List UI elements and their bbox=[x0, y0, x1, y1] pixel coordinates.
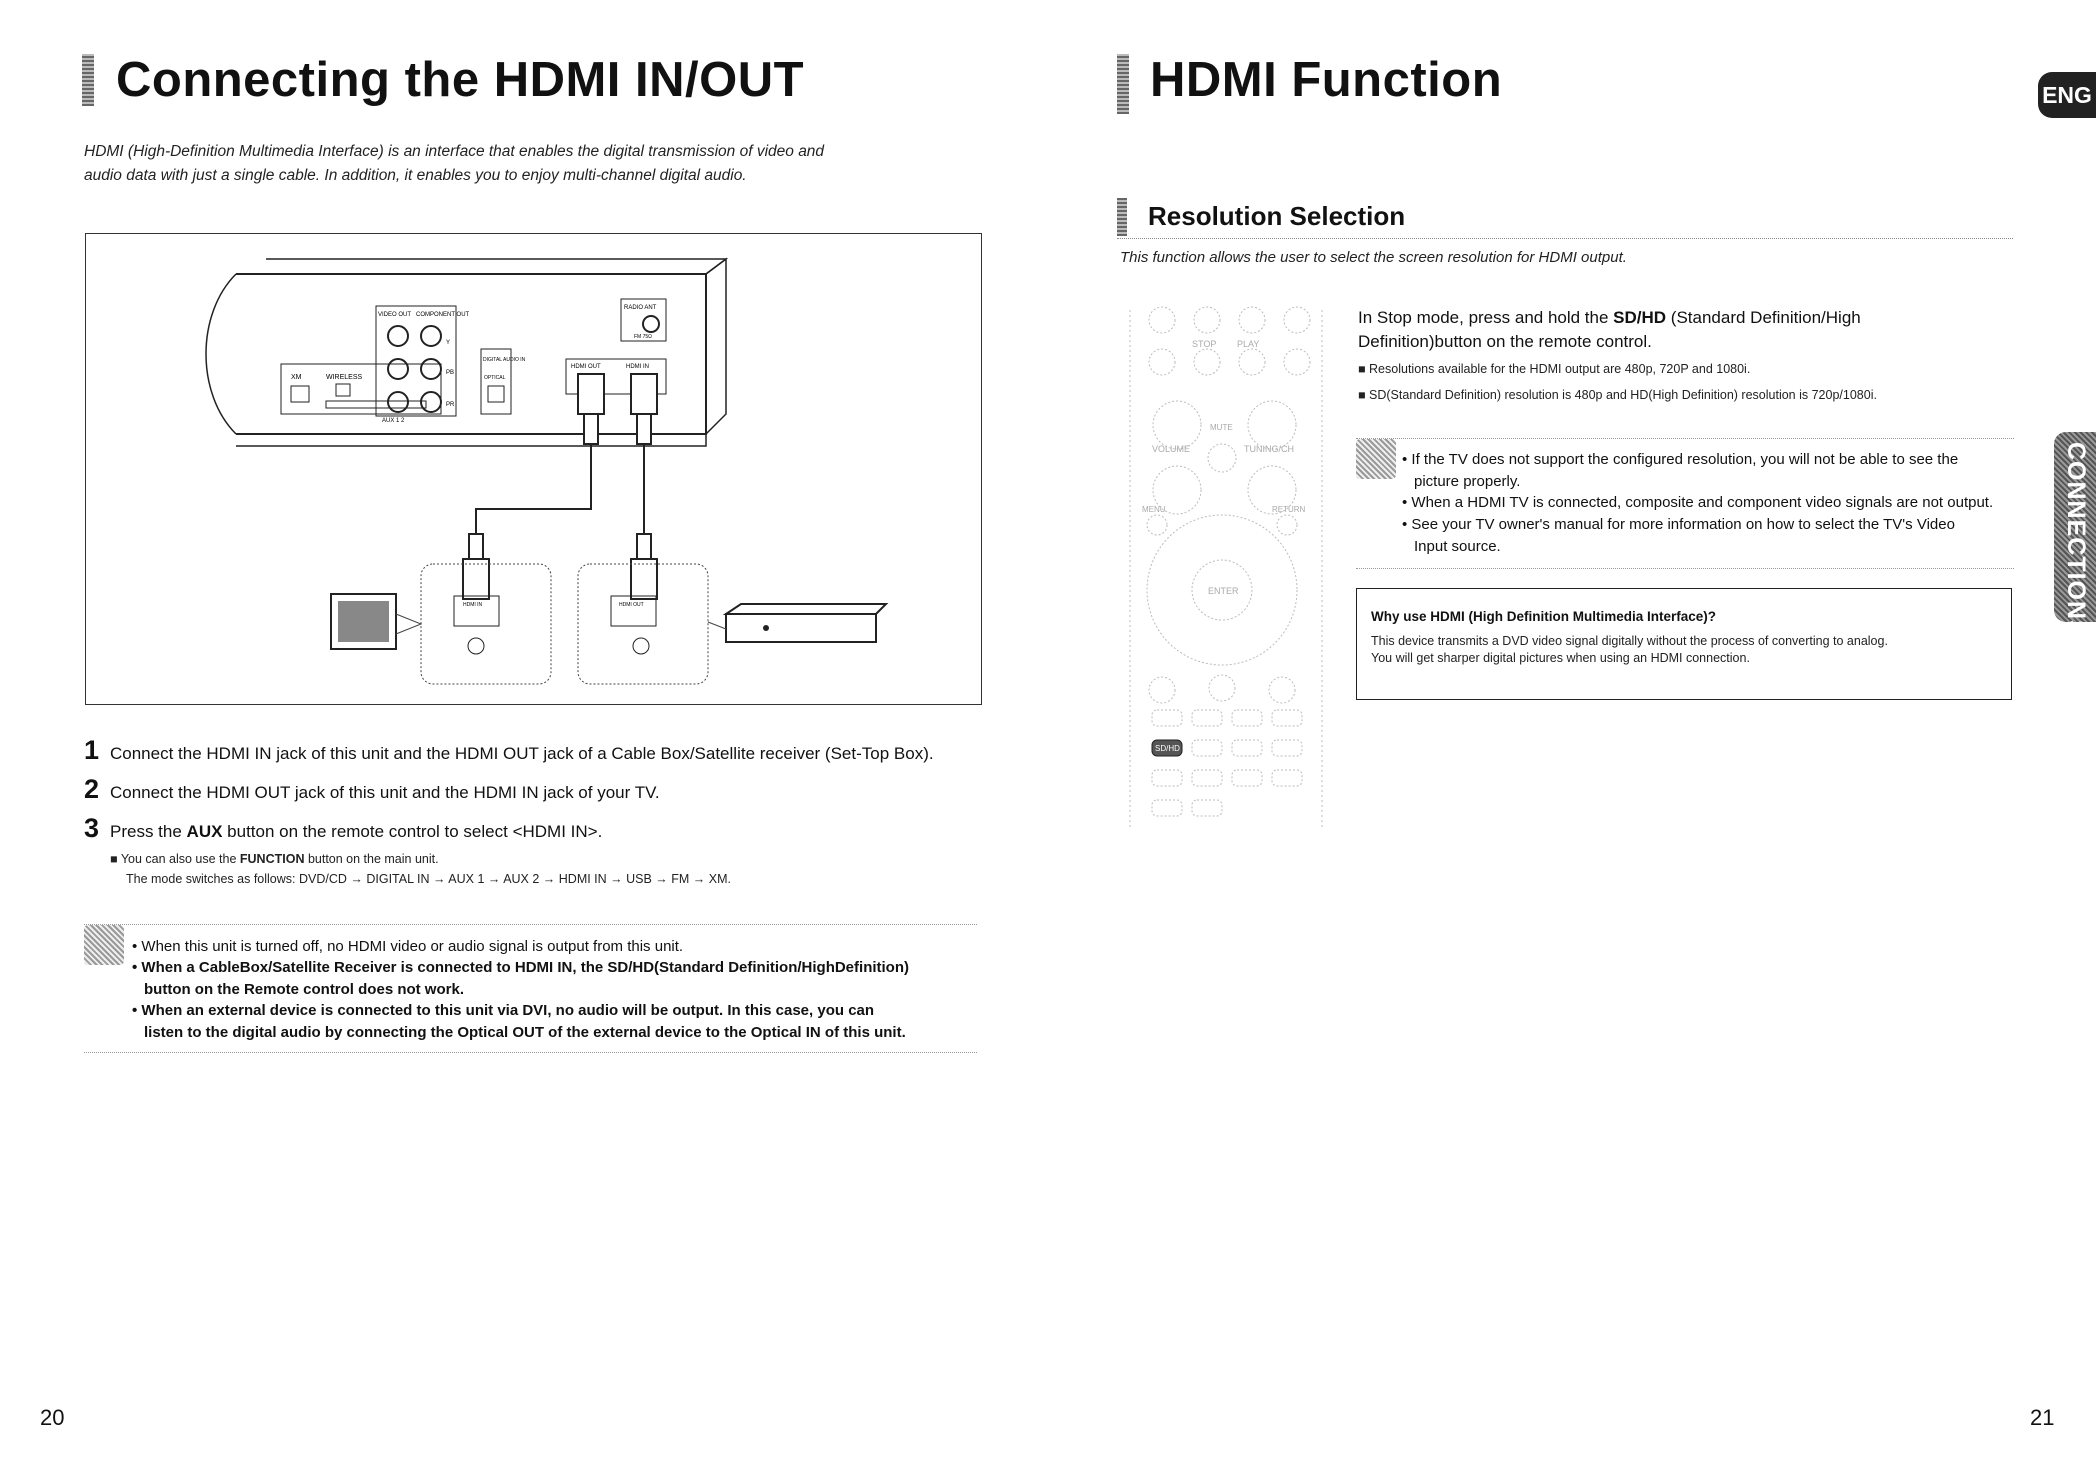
remote-btn-26 bbox=[1232, 740, 1262, 756]
enter-label: ENTER bbox=[1208, 586, 1239, 596]
step-3-pre: Press the bbox=[110, 822, 187, 841]
left-note-bottom-rule bbox=[84, 1052, 977, 1053]
remote-btn-30 bbox=[1232, 770, 1262, 786]
hdmi-out-plug-boot bbox=[584, 414, 598, 444]
page-title-right: HDMI Function bbox=[1150, 53, 1503, 107]
left-note-1: • When this unit is turned off, no HDMI video or audio signal is output from this unit. bbox=[132, 938, 684, 955]
why-hdmi-body bbox=[1371, 633, 1888, 667]
pr-label: PR bbox=[446, 402, 455, 408]
remote-btn-3 bbox=[1239, 307, 1265, 333]
remote-btn-29 bbox=[1192, 770, 1222, 786]
right-note-1b: picture properly. bbox=[1414, 473, 1521, 490]
resolution-bullet-1 bbox=[1358, 362, 1750, 376]
remote-btn-28 bbox=[1152, 770, 1182, 786]
stb-plug-boot bbox=[637, 534, 651, 559]
remote-btn-24 bbox=[1272, 710, 1302, 726]
why-hdmi-line-2: You will get sharper digital pictures when using an HDMI connection. bbox=[1371, 651, 1750, 665]
optical-jack bbox=[488, 386, 504, 402]
connection-diagram-svg bbox=[86, 234, 981, 704]
instruction-post: (Standard Definition/High bbox=[1666, 308, 1861, 327]
left-note-2a bbox=[132, 957, 909, 978]
optical-label: OPTICAL bbox=[484, 375, 506, 381]
radio-ant-label: RADIO ANT bbox=[624, 305, 657, 311]
resolution-bullet-1-text: Resolutions available for the HDMI output are 480p, 720P and 1080i. bbox=[1369, 362, 1751, 376]
radio-ant-jack bbox=[643, 316, 659, 332]
subtitle-rule bbox=[1117, 238, 2013, 239]
remote-btn-32 bbox=[1152, 800, 1182, 816]
stb-body bbox=[726, 614, 876, 642]
step-3-post: button on the remote control to select <HDMI IN>. bbox=[222, 822, 603, 841]
wireless-label: WIRELESS bbox=[326, 374, 363, 381]
step-1 bbox=[84, 735, 934, 766]
video-out-label: VIDEO OUT bbox=[378, 312, 412, 318]
remote-btn-16 bbox=[1147, 515, 1167, 535]
pb-label: PB bbox=[446, 370, 455, 376]
remote-btn-25 bbox=[1192, 740, 1222, 756]
instruction-line-2: Definition)button on the remote control. bbox=[1358, 332, 1652, 351]
title-bar-marker bbox=[82, 54, 94, 106]
why-hdmi-box bbox=[1356, 588, 2012, 700]
component-out-label: COMPONENT OUT bbox=[416, 312, 470, 318]
sdhd-label: SD/HD bbox=[1155, 744, 1180, 753]
function-note bbox=[110, 852, 439, 866]
tv-pointer bbox=[396, 614, 421, 634]
left-note-3a-text: • When an external device is connected to this unit via DVI, no audio will be output. In this case, you can bbox=[132, 1002, 875, 1019]
left-note-2b bbox=[144, 979, 464, 1000]
remote-btn-31 bbox=[1272, 770, 1302, 786]
xm-label: XM bbox=[291, 374, 302, 381]
left-note-3b bbox=[144, 1022, 906, 1043]
remote-btn-17 bbox=[1277, 515, 1297, 535]
return-label: RETURN bbox=[1272, 505, 1306, 514]
connections-tab-label: CONNECTIONS bbox=[2062, 442, 2090, 638]
remote-control bbox=[1122, 300, 1332, 840]
remote-btn-23 bbox=[1232, 710, 1262, 726]
square-bullet-icon: ■ bbox=[1358, 388, 1370, 402]
hdmi-in-label: HDMI IN bbox=[626, 364, 649, 370]
function-note-pre: You can also use the bbox=[120, 852, 240, 866]
jack-2 bbox=[421, 326, 441, 346]
remote-btn-5 bbox=[1149, 349, 1175, 375]
right-note-bottom-rule bbox=[1356, 568, 2014, 569]
jack-3 bbox=[388, 359, 408, 379]
section-subtitle: Resolution Selection bbox=[1148, 201, 1406, 231]
why-hdmi-line-1: This device transmits a DVD video signal digitally without the process of converting to analog. bbox=[1371, 634, 1888, 648]
hdmi-out-plug bbox=[578, 374, 604, 414]
jack-1 bbox=[388, 326, 408, 346]
subtitle-bar-marker bbox=[1117, 198, 1127, 236]
mode-switch-note: The mode switches as follows: DVD/CD → DIGITAL IN → AUX 1 → AUX 2 → HDMI IN → USB → FM → XM. bbox=[126, 872, 731, 886]
stb-jack-circle bbox=[633, 638, 649, 654]
remote-btn-10 bbox=[1248, 401, 1296, 449]
step-2-text: Connect the HDMI OUT jack of this unit and the HDMI IN jack of your TV. bbox=[110, 783, 660, 802]
left-note-3a bbox=[132, 1000, 874, 1021]
xm-panel bbox=[281, 364, 441, 414]
stop-label: STOP bbox=[1192, 339, 1217, 349]
y-label: Y bbox=[446, 340, 451, 346]
tv-jack-circle bbox=[468, 638, 484, 654]
connections-tab bbox=[2054, 432, 2096, 638]
play-label: PLAY bbox=[1237, 339, 1260, 349]
step-3-number: 3 bbox=[84, 813, 100, 843]
connection-diagram bbox=[85, 233, 982, 705]
remote-control-svg bbox=[1122, 300, 1332, 840]
remote-btn-9 bbox=[1153, 401, 1201, 449]
resolution-bullet-2 bbox=[1358, 388, 1877, 402]
left-note-2b-text: button on the Remote control does not work. bbox=[144, 981, 464, 998]
square-bullet-icon: ■ bbox=[110, 852, 121, 866]
remote-btn-7 bbox=[1239, 349, 1265, 375]
right-note-1a: • If the TV does not support the configured resolution, you will not be able to see the bbox=[1402, 451, 1959, 468]
step-2 bbox=[84, 774, 660, 805]
stb-hdmi-out-label: HDMI OUT bbox=[619, 602, 644, 608]
intro-line-1: HDMI (High-Definition Multimedia Interface) is an interface that enables the digital transmission of video and bbox=[84, 143, 825, 160]
remote-btn-22 bbox=[1192, 710, 1222, 726]
jack-6 bbox=[421, 392, 441, 412]
step-1-number: 1 bbox=[84, 735, 100, 765]
square-bullet-icon: ■ bbox=[1358, 362, 1370, 376]
unit-front-curve bbox=[206, 274, 236, 434]
page-title-left: Connecting the HDMI IN/OUT bbox=[116, 53, 805, 107]
unit-side bbox=[706, 259, 726, 434]
remote-btn-2 bbox=[1194, 307, 1220, 333]
function-note-bold: FUNCTION bbox=[239, 852, 305, 866]
tv-hdmi-jack bbox=[454, 596, 499, 626]
instruction-line-1 bbox=[1358, 308, 1861, 328]
instruction-pre: In Stop mode, press and hold the bbox=[1358, 308, 1614, 327]
left-note-2a-text: • When a CableBox/Satellite Receiver is connected to HDMI IN, the SD/HD(Standard Definition/HighDefinition) bbox=[132, 959, 910, 976]
stb-led bbox=[763, 625, 769, 631]
tv-hdmi-in-label: HDMI IN bbox=[463, 602, 483, 608]
xm-jack bbox=[291, 386, 309, 402]
stb-icon bbox=[726, 604, 886, 614]
resolution-bullet-2-text: SD(Standard Definition) resolution is 480p and HD(High Definition) resolution is 720p/1080i. bbox=[1369, 388, 1877, 402]
remote-btn-19 bbox=[1209, 675, 1235, 701]
remote-btn-4 bbox=[1284, 307, 1310, 333]
jack-4 bbox=[421, 359, 441, 379]
mute-label: MUTE bbox=[1210, 423, 1233, 432]
right-note-3a: • See your TV owner's manual for more information on how to select the TV's Video bbox=[1402, 516, 1955, 533]
intro-line-2: audio data with just a single cable. In addition, it enables you to enjoy multi-channel digital audio. bbox=[84, 167, 747, 184]
remote-btn-6 bbox=[1194, 349, 1220, 375]
stb-plug bbox=[631, 559, 657, 599]
remote-btn-18 bbox=[1149, 677, 1175, 703]
remote-btn-33 bbox=[1192, 800, 1222, 816]
remote-btn-13 bbox=[1208, 444, 1236, 472]
instruction-sdhd: SD/HD bbox=[1613, 308, 1667, 327]
remote-btn-1 bbox=[1149, 307, 1175, 333]
title-bar-marker-right bbox=[1117, 54, 1129, 114]
right-note-top-rule bbox=[1356, 438, 2014, 439]
stb-hdmi-jack bbox=[611, 596, 656, 626]
step-1-text: Connect the HDMI IN jack of this unit and the HDMI OUT jack of a Cable Box/Satellite receiver (Set-Top Box). bbox=[110, 744, 934, 763]
left-note-top-rule bbox=[84, 924, 977, 925]
remote-btn-27 bbox=[1272, 740, 1302, 756]
hdmi-in-plug bbox=[631, 374, 657, 414]
tv-plug bbox=[463, 559, 489, 599]
digital-audio-label: DIGITAL AUDIO IN bbox=[483, 357, 526, 363]
step-3-aux: AUX bbox=[186, 822, 223, 841]
fm75-label: FM 75Ω bbox=[634, 334, 652, 340]
cable-to-tv bbox=[476, 444, 591, 534]
remote-btn-21 bbox=[1152, 710, 1182, 726]
tuning-label: TUNING/CH bbox=[1244, 444, 1294, 454]
right-note-2: • When a HDMI TV is connected, composite and component video signals are not output. bbox=[1402, 494, 1994, 511]
menu-label: MENU bbox=[1142, 505, 1166, 514]
right-note-3b: Input source. bbox=[1414, 538, 1501, 555]
jack-5 bbox=[388, 392, 408, 412]
hdmi-in-plug-boot bbox=[637, 414, 651, 444]
page-number-left: 20 bbox=[40, 1405, 65, 1430]
unit-top-edge bbox=[236, 259, 726, 274]
remote-btn-20 bbox=[1269, 677, 1295, 703]
note-icon bbox=[84, 925, 124, 965]
step-3 bbox=[84, 813, 602, 844]
why-hdmi-title: Why use HDMI (High Definition Multimedia Interface)? bbox=[1371, 609, 1717, 624]
hdmi-out-label: HDMI OUT bbox=[571, 364, 601, 370]
tv-plug-boot bbox=[469, 534, 483, 559]
tv-screen bbox=[338, 601, 389, 642]
volume-label: VOLUME bbox=[1152, 444, 1191, 454]
eng-tab: ENG bbox=[2038, 72, 2096, 118]
page-number-right: 21 bbox=[2030, 1405, 2055, 1430]
stb-pointer bbox=[708, 622, 726, 629]
subtitle-desc: This function allows the user to select the screen resolution for HDMI output. bbox=[1120, 249, 1627, 266]
function-note-post: button on the main unit. bbox=[304, 852, 439, 866]
unit-base bbox=[236, 434, 706, 446]
aux-label: AUX 1 2 bbox=[382, 418, 405, 424]
wireless-jack bbox=[336, 384, 350, 396]
note-icon-right bbox=[1356, 439, 1396, 479]
left-note-3b-text: listen to the digital audio by connecting the Optical OUT of the external device to the Optical IN of this unit. bbox=[144, 1024, 906, 1041]
remote-btn-8 bbox=[1284, 349, 1310, 375]
step-2-number: 2 bbox=[84, 774, 100, 804]
